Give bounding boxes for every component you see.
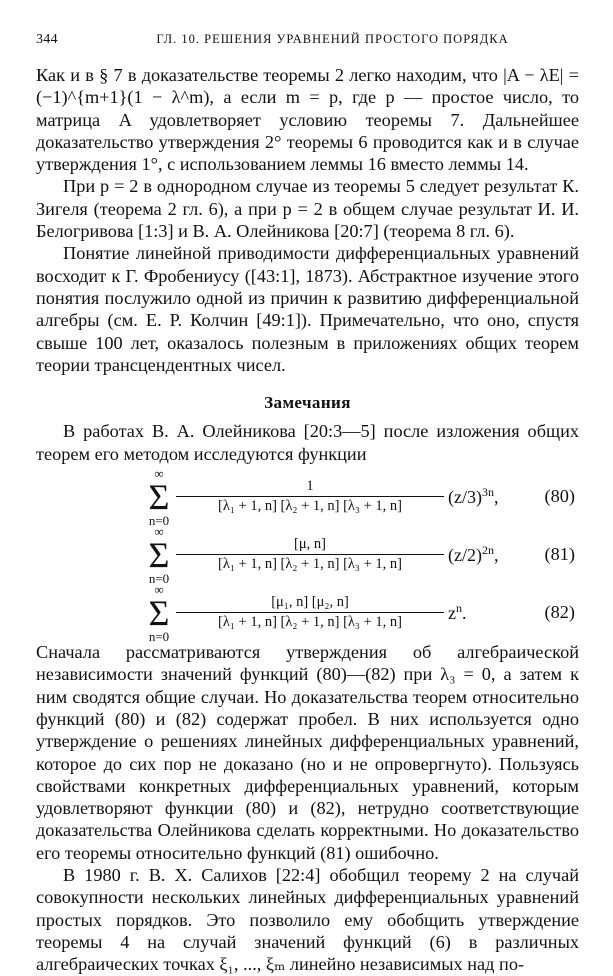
section-title-remarks: Замечания bbox=[264, 393, 351, 413]
sum-sign bbox=[144, 583, 174, 643]
sum-upper-limit: ∞ bbox=[154, 466, 164, 482]
sum-sign bbox=[144, 467, 174, 527]
power-base: (z/2) bbox=[448, 545, 482, 566]
sum-upper-limit: ∞ bbox=[154, 582, 164, 598]
equation-number: (81) bbox=[544, 544, 575, 565]
paragraph-1: Как и в § 7 в доказательстве теоремы 2 легко находим, что |A − λE| = (−1)^{m+1}(1 − λ^m), а если m = p, где p — простое число, то матрица A удовлетворяет условию теоремы 7. Дальнейшее доказательство утверждения 2° теоремы 6 проводится как и в случае утверждения 1°, с использованием леммы 16 вместо леммы 14. bbox=[36, 65, 579, 175]
sum-lower-limit: n=0 bbox=[148, 571, 170, 587]
power-term bbox=[448, 597, 467, 624]
formula-82 bbox=[36, 582, 579, 645]
numerator: [μ, n] bbox=[176, 535, 444, 555]
equation-number: (80) bbox=[544, 486, 575, 507]
sum-lower-limit: n=0 bbox=[148, 513, 170, 529]
formula-punct: . bbox=[462, 603, 467, 624]
power-exponent: n bbox=[456, 601, 462, 616]
denominator: [λ₁ + 1, n] [λ₂ + 1, n] [λ₃ + 1, n] bbox=[217, 614, 402, 631]
page-number: 344 bbox=[36, 32, 58, 47]
denominator: [λ₁ + 1, n] [λ₂ + 1, n] [λ₃ + 1, n] bbox=[217, 556, 402, 573]
page-header bbox=[36, 32, 577, 48]
sigma-symbol: Σ bbox=[148, 535, 170, 576]
running-title: ГЛ. 10. РЕШЕНИЯ УРАВНЕНИЙ ПРОСТОГО ПОРЯДКА bbox=[156, 32, 509, 46]
power-base: z bbox=[448, 603, 456, 624]
paragraph-5: В 1980 г. В. Х. Салихов [22:4] обобщил теорему 2 на случай совокупности нескольких линейных дифференциальных уравнений простых порядков. Это позволило ему обобщить утверждение теоремы 4 на случай значений функций (6) в различных алгебраических точках ξ₁, ..., ξₘ линейно независимых над по- bbox=[36, 865, 579, 975]
sum-sign bbox=[144, 525, 174, 585]
remarks-intro: В работах В. А. Олейникова [20:3—5] после изложения общих теорем его методом исследуются функции bbox=[36, 421, 579, 464]
fraction bbox=[176, 535, 444, 574]
sigma-symbol: Σ bbox=[148, 477, 170, 518]
fraction bbox=[176, 477, 444, 516]
paragraph-4: Сначала рассматриваются утверждения об алгебраической независимости значений функций (80)—(82) при λ₃ = 0, а затем к ним сводятся общие случаи. Но доказательства теорем относительно функций (80) и (82) содержат пробел. В них используется одно утверждение о решениях линейных дифференциальных уравнений, которое до сих пор не доказано (но и не опровергнуто). Пользуясь свойствами конкретных дифференциальных уравнений, которым удовлетворяют функции (80) и (82), нетрудно соответствующие доказательства Олейникова сделать корректными. Но доказательство его теоремы относительно функций (81) ошибочно. bbox=[36, 642, 579, 863]
equation-number: (82) bbox=[544, 602, 575, 623]
formula-punct: , bbox=[493, 487, 499, 508]
power-exponent: 2n bbox=[481, 543, 494, 558]
formula-80 bbox=[36, 466, 579, 529]
numerator: 1 bbox=[176, 477, 444, 497]
denominator: [λ₁ + 1, n] [λ₂ + 1, n] [λ₃ + 1, n] bbox=[217, 498, 402, 515]
sum-lower-limit: n=0 bbox=[148, 629, 170, 645]
sigma-symbol: Σ bbox=[148, 593, 170, 634]
power-term bbox=[448, 481, 498, 508]
power-exponent: 3n bbox=[481, 485, 494, 500]
paragraph-2: При p = 2 в однородном случае из теоремы 5 следует результат К. Зигеля (теорема 2 гл. 6), а при p = 2 в общем случае результат И. И. Белогривова [1:3] и В. А. Олейникова [20:7] (теорема 8 гл. 6). bbox=[36, 176, 579, 242]
formula-81 bbox=[36, 524, 579, 587]
power-base: (z/3) bbox=[448, 487, 482, 508]
numerator: [μ₁, n] [μ₂, n] bbox=[176, 593, 444, 613]
paragraph-3: Понятие линейной приводимости дифференциальных уравнений восходит к Г. Фробениусу ([43:1], 1873). Абстрактное изучение этого понятия послужило одной из причин к развитию дифференциальной алгебры (см. Е. Р. Колчин [49:1]). Примечательно, что оно, спустя свыше 100 лет, оказалось полезным в приложениях общих теорем теории трансцендентных чисел. bbox=[36, 243, 579, 375]
page-body bbox=[36, 64, 579, 976]
fraction bbox=[176, 593, 444, 632]
formula-punct: , bbox=[493, 545, 499, 566]
power-term bbox=[448, 539, 498, 566]
sum-upper-limit: ∞ bbox=[154, 524, 164, 540]
